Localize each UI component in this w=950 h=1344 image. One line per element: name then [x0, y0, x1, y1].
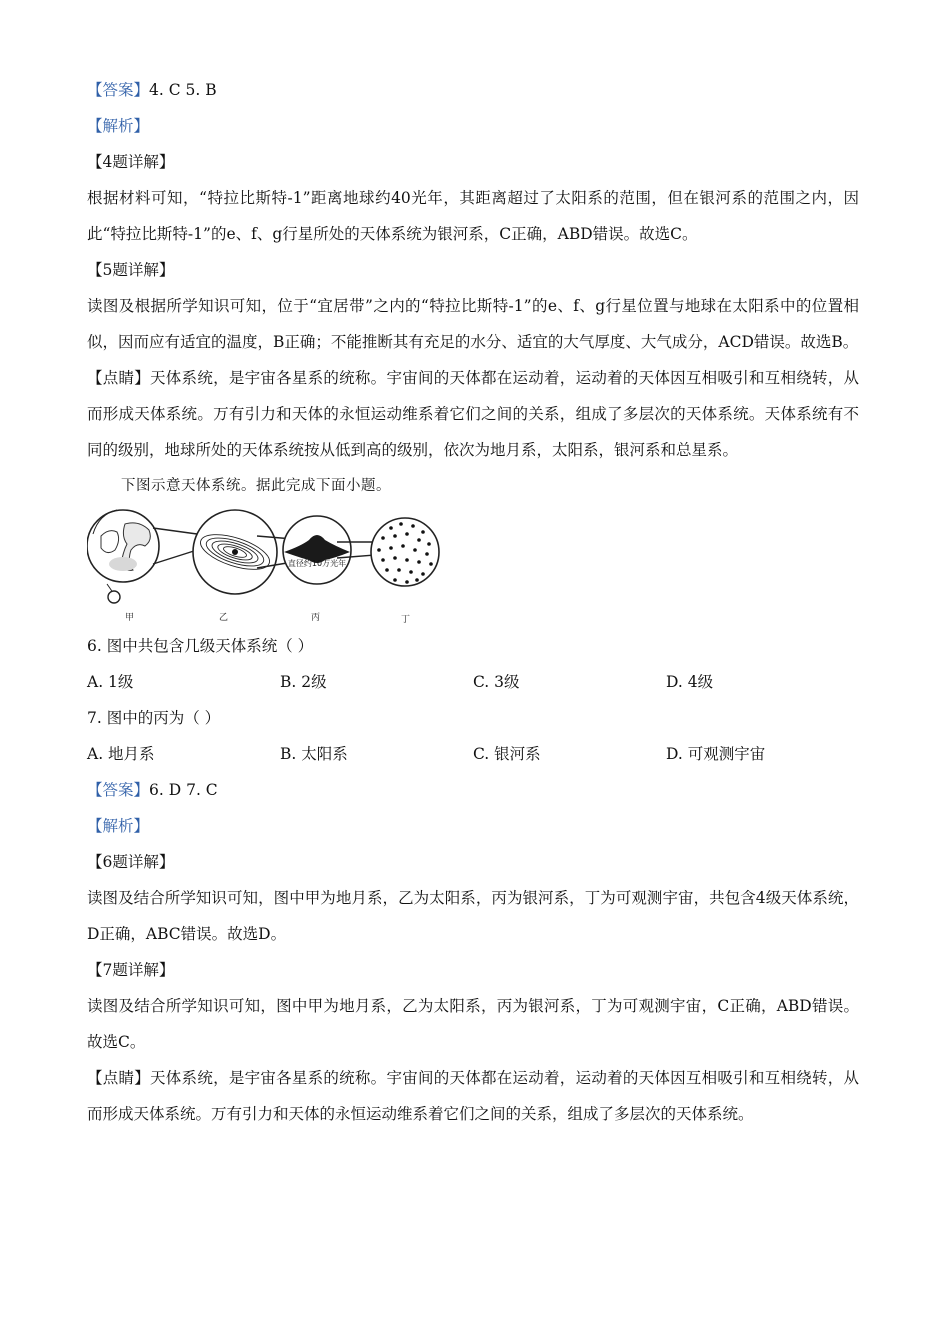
- q7-option-c: C. 银河系: [473, 745, 541, 763]
- q5-heading: 【5题详解】: [87, 261, 175, 279]
- q7-options: [87, 736, 859, 772]
- answer-tag: 【答案】: [87, 781, 150, 799]
- q6-explanation: 读图及结合所学知识可知，图中甲为地月系，乙为太阳系，丙为银河系，丁为可观测宇宙，共包含4级天体系统，D正确，ABC错误。故选D。: [87, 889, 859, 943]
- q6-option-d: D. 4级: [666, 673, 714, 691]
- connector-line: [153, 528, 197, 534]
- q4-heading: 【4题详解】: [87, 153, 175, 171]
- connector-line: [153, 550, 197, 564]
- q7-option-a: A. 地月系: [87, 745, 155, 763]
- label-ding: 丁: [401, 615, 411, 625]
- label-jia: 甲: [125, 613, 135, 623]
- q7-stem: 7. 图中的丙为（ ）: [87, 709, 221, 727]
- q7-option-b: B. 太阳系: [280, 745, 348, 763]
- continent-shape: [101, 531, 119, 553]
- sun-dot: [232, 549, 238, 555]
- label-yi: 乙: [219, 613, 229, 623]
- q7-heading: 【7题详解】: [87, 961, 175, 979]
- answer-tag: 【答案】: [87, 81, 150, 99]
- answer-line-2: [87, 772, 859, 808]
- document-page: [87, 72, 859, 1132]
- answer-text: 4. C 5. B: [149, 81, 217, 99]
- q7-explanation: 读图及结合所学知识可知，图中甲为地月系，乙为太阳系，丙为银河系，丁为可观测宇宙，C正确，ABD错误。故选C。: [87, 997, 859, 1051]
- tip-paragraph-2: 【点睛】天体系统，是宇宙各星系的统称。宇宙间的天体都在运动着，运动着的天体因互相吸引和互相绕转，从而形成天体系统。万有引力和天体的永恒运动维系着它们之间的关系，组成了多层次的天体系统。: [87, 1069, 859, 1123]
- q6-option-c: C. 3级: [473, 673, 520, 691]
- earth-circle: [87, 510, 159, 582]
- figure-drawing: [87, 506, 447, 624]
- answer-line-1: [87, 72, 859, 108]
- q6-heading: 【6题详解】: [87, 853, 175, 871]
- galaxy-diameter-caption: 直径约10万光年: [287, 559, 347, 568]
- analysis-tag-1: 【解析】: [87, 117, 150, 135]
- analysis-tag-2: 【解析】: [87, 817, 150, 835]
- q7-option-d: D. 可观测宇宙: [666, 745, 766, 763]
- ocean-shade: [109, 557, 137, 571]
- q6-option-b: B. 2级: [280, 673, 327, 691]
- answer-text: 6. D 7. C: [149, 781, 218, 799]
- moon-circle: [108, 591, 120, 603]
- q4-explanation: 根据材料可知，“特拉比斯特-1”距离地球约40光年，其距离超过了太阳系的范围，但在银河系的范围之内，因此“特拉比斯特-1”的e、f、g行星所处的天体系统为银河系，C正确，ABD错误。故选C。: [87, 189, 859, 243]
- tip-paragraph-1: 【点睛】天体系统，是宇宙各星系的统称。宇宙间的天体都在运动着，运动着的天体因互相吸引和互相绕转，从而形成天体系统。万有引力和天体的永恒运动维系着它们之间的关系，组成了多层次的天体系统。天体系统有不同的级别，地球所处的天体系统按从低到高的级别，依次为地月系，太阳系，银河系和总星系。: [87, 369, 859, 459]
- q5-explanation: 读图及根据所学知识可知，位于“宜居带”之内的“特拉比斯特-1”的e、f、g行星位置与地球在太阳系中的位置相似，因而应有适宜的温度，B正确；不能推断其有充足的水分、适宜的大气厚度、大气成分，ACD错误。故选B。: [87, 297, 859, 351]
- celestial-system-figure: [87, 506, 447, 624]
- q6-stem: 6. 图中共包含几级天体系统（ ）: [87, 637, 314, 655]
- figure-intro: 下图示意天体系统。据此完成下面小题。: [121, 478, 391, 494]
- q6-options: [87, 664, 859, 700]
- q6-option-a: A. 1级: [87, 673, 134, 691]
- label-bing: 丙: [311, 613, 321, 623]
- universe-circle: [371, 518, 439, 586]
